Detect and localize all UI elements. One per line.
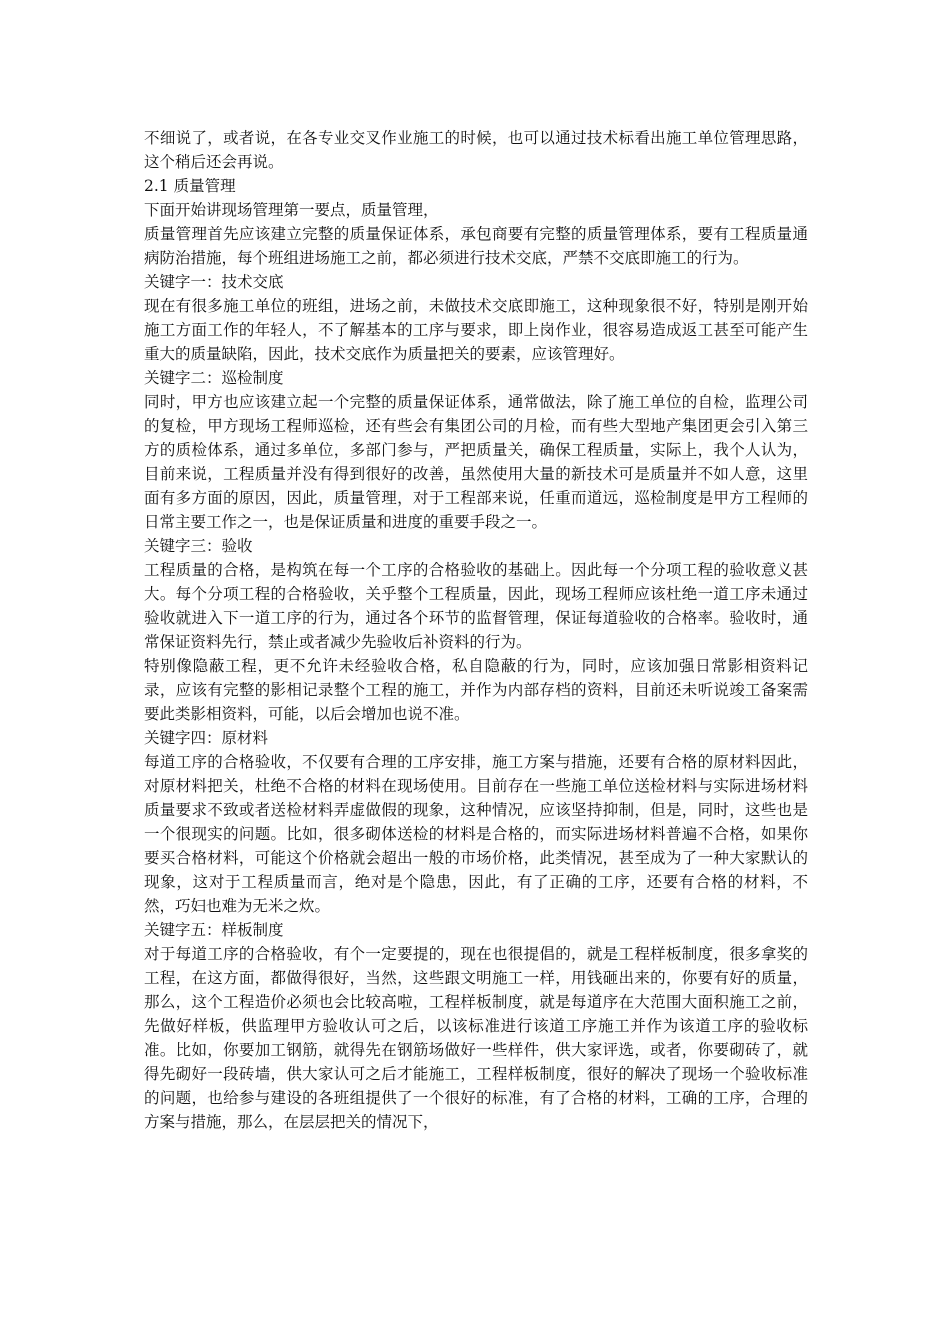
paragraph-quality-system: 质量管理首先应该建立完整的质量保证体系，承包商要有完整的质量管理体系，要有工程质量通病防治措施，每个班组进场施工之前，都必须进行技术交底，严禁不交底即施工的行为。 (144, 225, 808, 267)
paragraph-raw-materials: 每道工序的合格验收，不仅要有合理的工序安排，施工方案与措施，还要有合格的原材料因此，对原材料把关，杜绝不合格的材料在现场使用。目前存在一些施工单位送检材料与实际进场材料质量要求不致或者送检材料弄虚做假的现象，这种情况，应该坚持抑制，但是，同时，这些也是一个很现实的问题。比如，很多砌体送检的材料是合格的，而实际进场材料普遍不合格，如果你要买合格材料，可能这个价格就会超出一般的市场价格，此类情况，甚至成为了一种大家默认的现象，这对于工程质量而言，绝对是个隐患，因此，有了正确的工序，还要有合格的材料，不然，巧妇也难为无米之炊。 (144, 753, 808, 915)
document-body (144, 126, 808, 1134)
keyword-heading-3: 关键字三：验收 (144, 537, 253, 555)
paragraph-intro: 不细说了，或者说，在各专业交叉作业施工的时候，也可以通过技术标看出施工单位管理思路，这个稍后还会再说。 (144, 129, 808, 171)
paragraph-quality-lead: 下面开始讲现场管理第一要点，质量管理， (144, 201, 439, 219)
paragraph-concealed-works: 特别像隐蔽工程，更不允许未经验收合格，私自隐蔽的行为，同时，应该加强日常影相资料记录，应该有完整的影相记录整个工程的施工，并作为内部存档的资料，目前还未听说竣工备案需要此类影相资料，可能，以后会增加也说不准。 (144, 657, 808, 723)
paragraph-sample-system: 对于每道工序的合格验收，有个一定要提的，现在也很提倡的，就是工程样板制度，很多拿奖的工程，在这方面，都做得很好，当然，这些跟文明施工一样，用钱砸出来的，你要有好的质量，那么，这个工程造价必须也会比较高啦，工程样板制度，就是每道序在大范围大面积施工之前，先做好样板，供监理甲方验收认可之后，以该标准进行该道工序施工并作为该道工序的验收标准。比如，你要加工钢筋，就得先在钢筋场做好一些样件，供大家评选，或者，你要砌砖了，就得先砌好一段砖墙，供大家认可之后才能施工，工程样板制度，很好的解决了现场一个验收标准的问题，也给参与建设的各班组提供了一个很好的标准，有了合格的材料，工确的工序，合理的方案与措施，那么，在层层把关的情况下， (144, 945, 808, 1131)
paragraph-technical-briefing: 现在有很多施工单位的班组，进场之前，未做技术交底即施工，这种现象很不好，特别是刚开始施工方面工作的年轻人，不了解基本的工序与要求，即上岗作业，很容易造成返工甚至可能产生重大的质量缺陷，因此，技术交底作为质量把关的要素，应该管理好。 (144, 297, 808, 363)
paragraph-inspection: 同时，甲方也应该建立起一个完整的质量保证体系，通常做法，除了施工单位的自检，监理公司的复检，甲方现场工程师巡检，还有些会有集团公司的月检，而有些大型地产集团更会引入第三方的质检体系，通过多单位，多部门参与，严把质量关，确保工程质量，实际上，我个人认为，目前来说，工程质量并没有得到很好的改善，虽然使用大量的新技术可是质量并不如人意，这里面有多方面的原因，因此，质量管理，对于工程部来说，任重而道远，巡检制度是甲方工程师的日常主要工作之一，也是保证质量和进度的重要手段之一。 (144, 393, 808, 531)
keyword-heading-2: 关键字二：巡检制度 (144, 369, 284, 387)
keyword-heading-4: 关键字四：原材料 (144, 729, 269, 747)
keyword-heading-1: 关键字一：技术交底 (144, 273, 284, 291)
keyword-heading-5: 关键字五：样板制度 (144, 921, 284, 939)
paragraph-acceptance: 工程质量的合格，是构筑在每一个工序的合格验收的基础上。因此每一个分项工程的验收意义甚大。每个分项工程的合格验收，关乎整个工程质量，因此，现场工程师应该杜绝一道工序未通过验收就进入下一道工序的行为，通过各个环节的监督管理，保证每道验收的合格率。验收时，通常保证资料先行，禁止或者减少先验收后补资料的行为。 (144, 561, 808, 651)
section-heading-quality: 2.1 质量管理 (144, 177, 236, 195)
